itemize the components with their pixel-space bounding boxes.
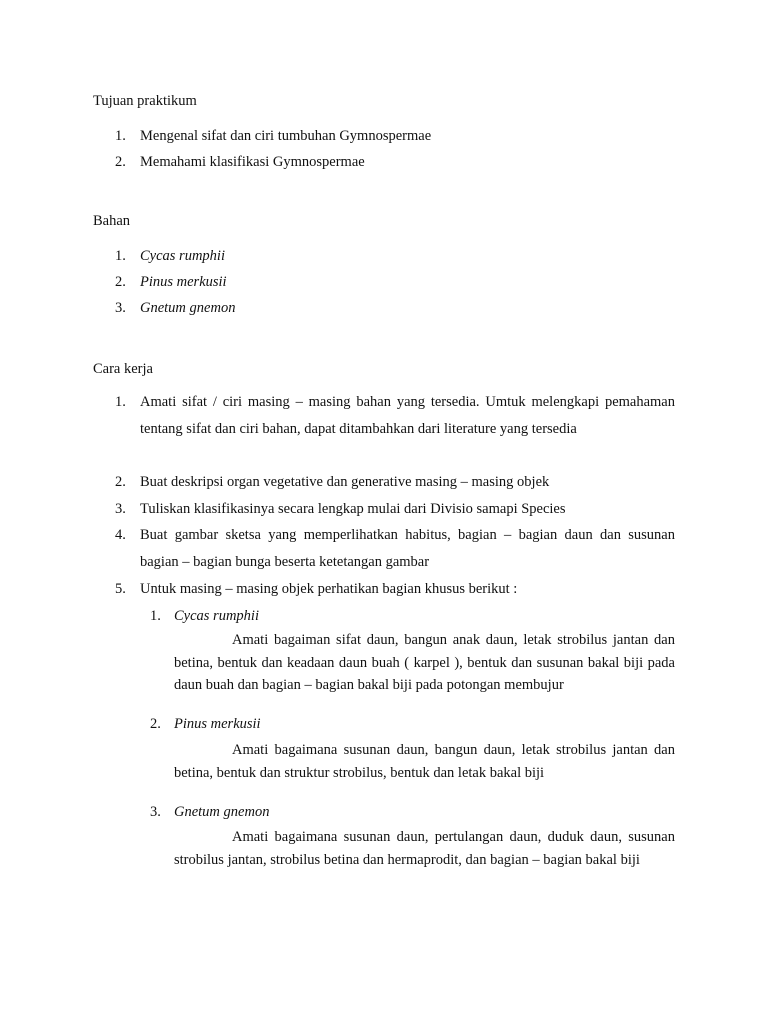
list-item <box>115 473 675 491</box>
sub-list-number: 3. <box>150 804 161 820</box>
sub-list-title: Pinus merkusii <box>174 716 261 732</box>
sub-list-number: 2. <box>150 716 161 732</box>
list-item <box>115 299 675 317</box>
list-text: Pinus merkusii <box>140 274 227 290</box>
list-text: Cycas rumphii <box>140 248 225 264</box>
list-item <box>115 247 675 265</box>
list-text: Buat gambar sketsa yang memperlihatkan habitus, bagian – bagian daun dan susunan bagian – bagian bunga beserta ketetangan gambar <box>140 527 675 570</box>
sub-list-item <box>150 715 675 733</box>
list-number: 1. <box>115 128 126 144</box>
list-number: 1. <box>115 248 126 264</box>
list-text: Untuk masing – masing objek perhatikan bagian khusus berikut : <box>140 581 518 597</box>
list-text: Gnetum gnemon <box>140 300 236 316</box>
section-heading-cara-kerja: Cara kerja <box>93 361 153 377</box>
sub-list-title: Cycas rumphii <box>174 608 259 624</box>
list-number: 3. <box>115 501 126 517</box>
section-heading-tujuan: Tujuan praktikum <box>93 93 197 109</box>
list-text: Tuliskan klasifikasinya secara lengkap mulai dari Divisio samapi Species <box>140 501 566 517</box>
sub-list-item <box>150 803 675 821</box>
list-number: 4. <box>115 527 126 543</box>
list-item <box>115 580 675 598</box>
sub-list-item <box>150 607 675 625</box>
list-text: Mengenal sifat dan ciri tumbuhan Gymnospermae <box>140 128 432 144</box>
list-number: 5. <box>115 581 126 597</box>
list-item <box>115 273 675 291</box>
sub-list-description: Amati bagaimana susunan daun, pertulangan daun, duduk daun, susunan strobilus jantan, strobilus betina dan hermaprodit, dan bagian – bagian bakal biji <box>174 829 675 868</box>
list-number: 2. <box>115 154 126 170</box>
list-item <box>115 389 675 443</box>
sub-list-description: Amati bagaiman sifat daun, bangun anak daun, letak strobilus jantan dan betina, bentuk dan keadaan daun buah ( karpel ), bentuk dan susunan bakal biji pada daun buah dan bagian – bagian bakal biji pada potongan membujur <box>174 632 675 693</box>
list-item <box>115 127 675 145</box>
list-number: 2. <box>115 474 126 490</box>
list-number: 2. <box>115 274 126 290</box>
list-number: 1. <box>115 394 126 410</box>
list-item <box>115 153 675 171</box>
list-item <box>115 522 675 576</box>
sub-list-title: Gnetum gnemon <box>174 804 270 820</box>
list-text: Buat deskripsi organ vegetative dan generative masing – masing objek <box>140 474 550 490</box>
list-number: 3. <box>115 300 126 316</box>
sub-list-description: Amati bagaimana susunan daun, bangun daun, letak strobilus jantan dan betina, bentuk dan struktur strobilus, bentuk dan letak bakal biji <box>174 742 675 781</box>
section-heading-bahan: Bahan <box>93 213 131 229</box>
sub-list-number: 1. <box>150 608 161 624</box>
list-text: Amati sifat / ciri masing – masing bahan yang tersedia. Umtuk melengkapi pemahaman tentang sifat dan ciri bahan, dapat ditambahkan dari literature yang tersedia <box>140 394 675 437</box>
list-text: Memahami klasifikasi Gymnospermae <box>140 154 365 170</box>
list-item <box>115 500 675 518</box>
